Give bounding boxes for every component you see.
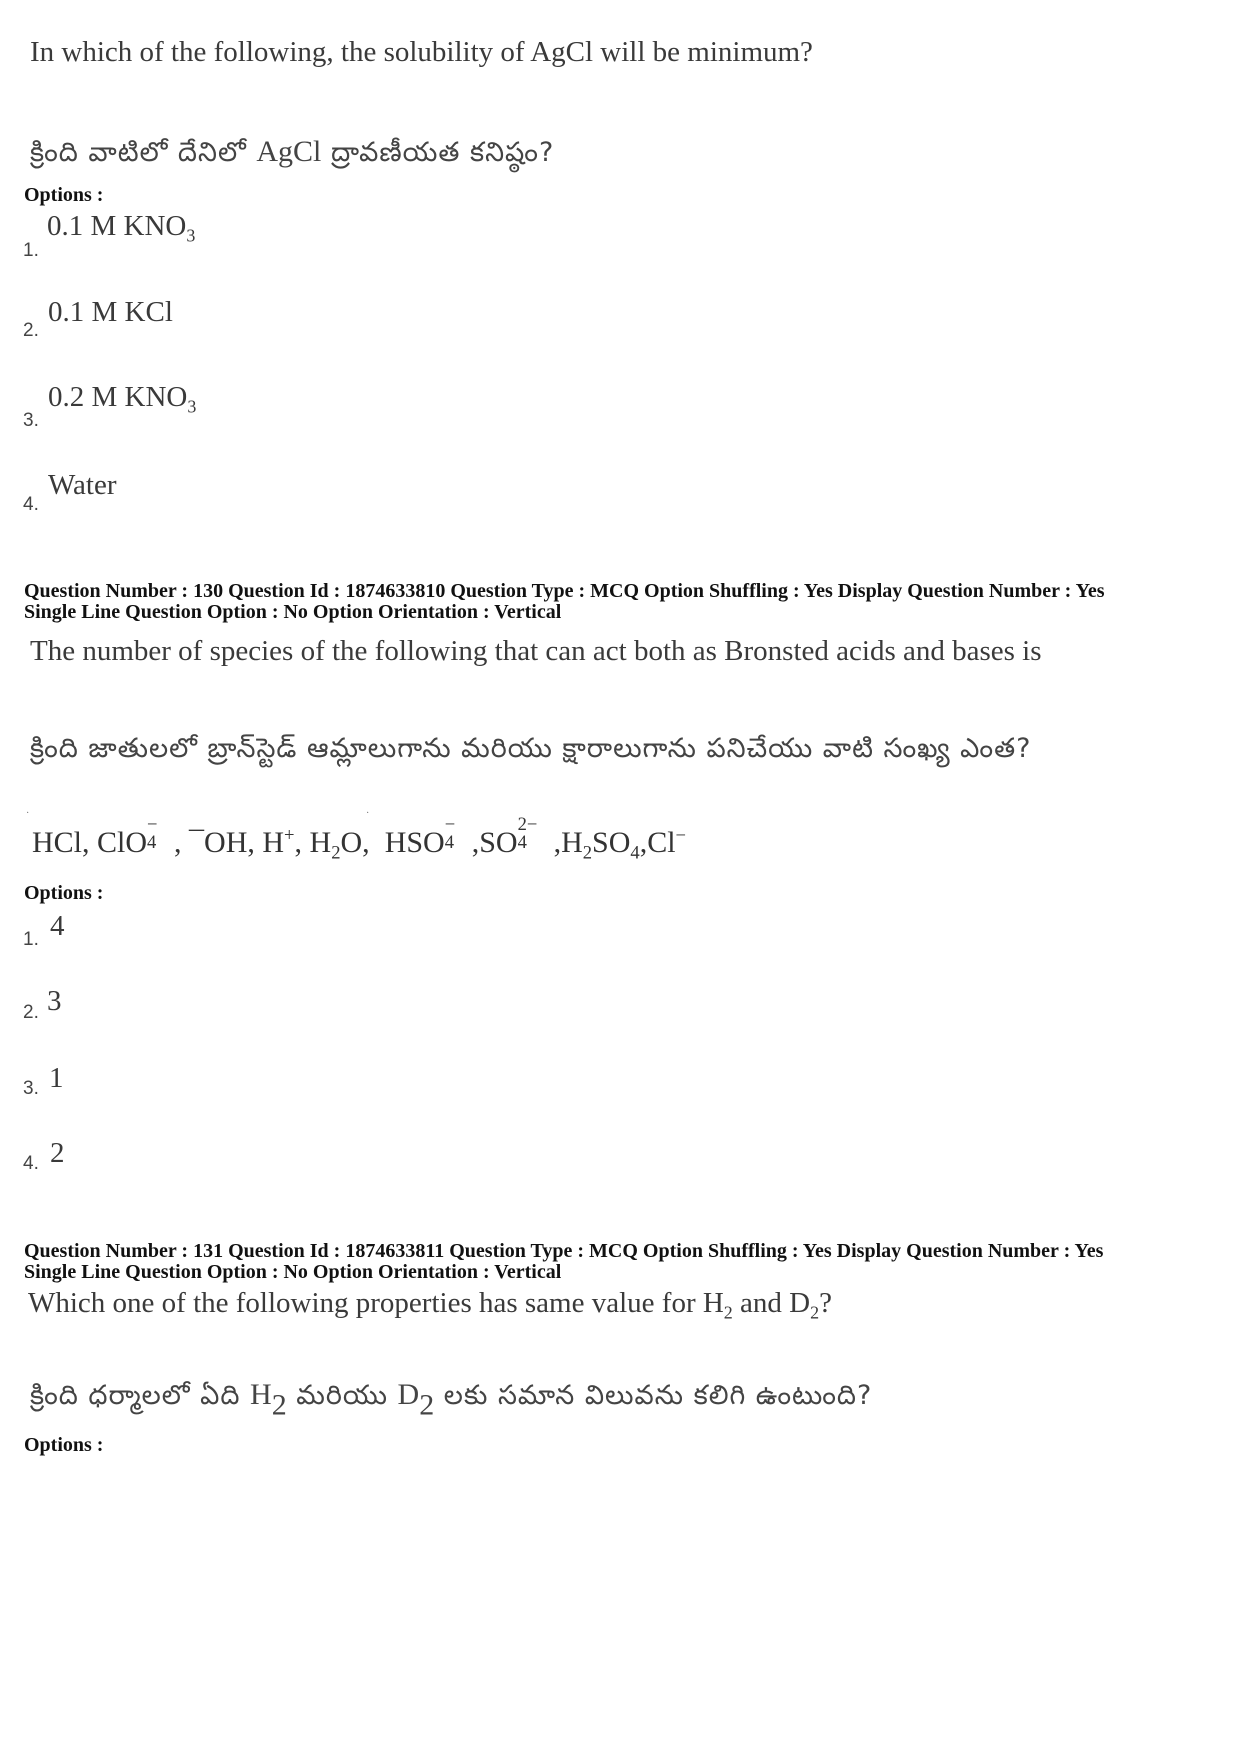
question-131-meta: Question Number : 131 Question Id : 1874633811 Question Type : MCQ Option Shuffling : Yes Display Question Number : Yes Single Line Question Option : No Option Orientation : Vertical — [24, 1240, 1104, 1283]
question-130-meta: Question Number : 130 Question Id : 1874633810 Question Type : MCQ Option Shuffling : Yes Display Question Number : Yes Single Line Question Option : No Option Orientation : Vertical — [24, 580, 1105, 623]
option-number: 4. — [23, 1153, 39, 1174]
option-value[interactable]: 1 — [49, 1062, 64, 1094]
te-text-pre: క్రింది వాటిలో దేనిలో — [30, 137, 247, 168]
option-number: 3. — [23, 1078, 39, 1099]
stray-dot: · — [366, 808, 370, 819]
option-number: 3. — [23, 410, 39, 431]
te-text-post: ద్రావణీయత కనిష్ఠం? — [330, 137, 555, 168]
question-131-text-en: Which one of the following properties has same value for $H_2$ and $D_2$? — [28, 1287, 832, 1323]
option-number: 4. — [23, 494, 39, 515]
options-label: Options : — [24, 184, 104, 206]
options-label: Options : — [24, 1434, 104, 1456]
option-value[interactable]: 0.1 M KCl — [48, 296, 173, 328]
question-130-text-te: క్రింది జాతులలో బ్రాన్‌స్టెడ్ ఆమ్లాలుగాను మరియు క్షారాలుగాను పనిచేయు వాటి సంఖ్య ఎంత? — [30, 733, 1032, 764]
question-129-text-en: In which of the following, the solubility of AgCl will be minimum? — [30, 36, 813, 68]
option-value[interactable]: 0.2 M $KNO_3$ — [48, 381, 197, 417]
option-number: 2. — [23, 320, 39, 341]
option-number: 1. — [23, 240, 39, 261]
question-130-text-en: The number of species of the following that can act both as Bronsted acids and bases is — [30, 635, 1042, 667]
te-formula: AgCl — [256, 135, 322, 168]
option-value[interactable]: 2 — [50, 1137, 65, 1169]
stray-dot: · — [26, 808, 30, 819]
option-value[interactable]: Water — [48, 469, 117, 501]
question-129-text-te — [30, 135, 554, 175]
option-value[interactable]: 4 — [50, 910, 65, 942]
option-value[interactable]: 3 — [47, 985, 62, 1017]
option-number: 1. — [23, 929, 39, 950]
option-number: 2. — [23, 1002, 39, 1023]
options-label: Options : — [24, 882, 104, 904]
option-value[interactable]: 0.1 M $KNO_3$ — [47, 210, 196, 246]
species-list: HCl, ClO − 4 , ¯OH, H+, $H_2O$, HSO − 4 ,SO 2− 4 $,H_2SO_4,Cl^-$ — [32, 813, 687, 864]
question-131-text-te: క్రింది ధర్మాలలో ఏది $H_2$ మరియు $D_2$ లకు సమాన విలువను కలిగి ఉంటుంది? — [30, 1378, 873, 1422]
